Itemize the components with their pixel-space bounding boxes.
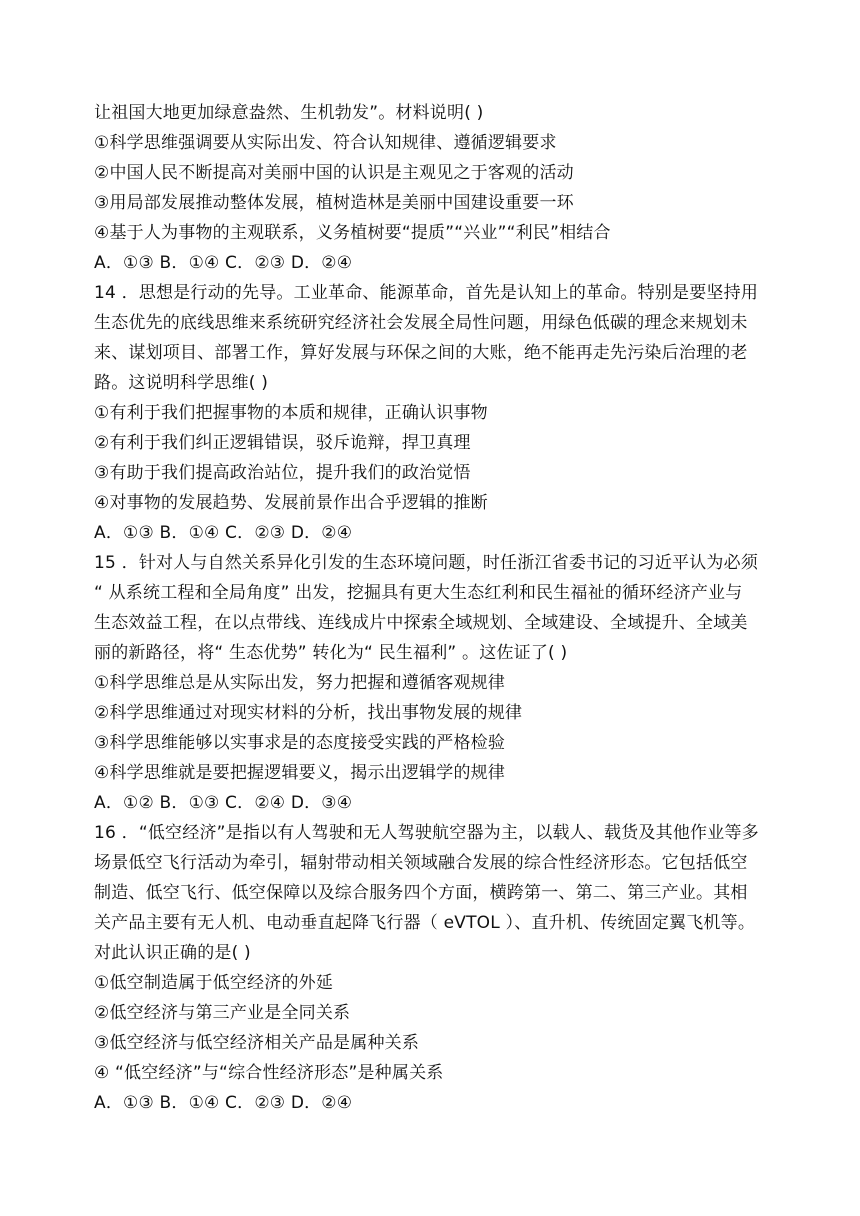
question-stem-line: 关产品主要有无人机、电动垂直起降飞行器（ eVTOL ）、直升机、传统固定翼飞机等。 — [94, 913, 756, 933]
option-4: ④对事物的发展趋势、发展前景作出合乎逻辑的推断 — [94, 493, 488, 513]
question-stem-line: 场景低空飞行活动为牵引，辐射带动相关领域融合发展的综合性经济形态。它包括低空 — [94, 853, 748, 873]
option-3: ③有助于我们提高政治站位，提升我们的政治觉悟 — [94, 463, 471, 483]
option-1: ①有利于我们把握事物的本质和规律，正确认识事物 — [94, 403, 488, 423]
question-stem-line: 对此认识正确的是( ) — [94, 943, 251, 963]
question-stem-line: 14 ．思想是行动的先导。工业革命、能源革命，首先是认知上的革命。特别是要坚持用 — [94, 283, 759, 303]
answer-choices: A．①③ B．①④ C．②③ D．②④ — [94, 523, 353, 543]
option-2: ②中国人民不断提高对美丽中国的认识是主观见之于客观的活动 — [94, 163, 574, 183]
question-14 — [94, 278, 770, 548]
question-stem-line: 让祖国大地更加绿意盎然、生机勃发”。材料说明( ) — [94, 103, 484, 123]
question-stem-line: 制造、低空飞行、低空保障以及综合服务四个方面，横跨第一、第二、第三产业。其相 — [94, 883, 748, 903]
option-1: ①科学思维总是从实际出发，努力把握和遵循客观规律 — [94, 673, 506, 693]
question-stem-line: 生态效益工程，在以点带线、连线成片中探索全域规划、全域建设、全域提升、全域美 — [94, 613, 748, 633]
option-4: ④基于人为事物的主观联系，义务植树要“提质”“兴业”“利民”相结合 — [94, 223, 611, 243]
option-4: ④科学思维就是要把握逻辑要义，揭示出逻辑学的规律 — [94, 763, 506, 783]
question-15 — [94, 548, 770, 818]
answer-choices: A．①③ B．①④ C．②③ D．②④ — [94, 1093, 353, 1113]
option-2: ②低空经济与第三产业是全同关系 — [94, 1003, 351, 1023]
option-2: ②科学思维通过对现实材料的分析，找出事物发展的规律 — [94, 703, 523, 723]
option-2: ②有利于我们纠正逻辑错误，驳斥诡辩，捍卫真理 — [94, 433, 471, 453]
question-13-continuation — [94, 98, 770, 278]
question-16 — [94, 818, 770, 1118]
option-3: ③低空经济与低空经济相关产品是属种关系 — [94, 1033, 420, 1053]
answer-choices: A．①② B．①③ C．②④ D．③④ — [94, 793, 353, 813]
option-1: ①低空制造属于低空经济的外延 — [94, 973, 334, 993]
question-stem-line: 来、谋划项目、部署工作，算好发展与环保之间的大账，绝不能再走先污染后治理的老 — [94, 343, 748, 363]
option-1: ①科学思维强调要从实际出发、符合认知规律、遵循逻辑要求 — [94, 133, 557, 153]
question-stem-line: “ 从系统工程和全局角度” 出发，挖掘具有更大生态红利和民生福祉的循环经济产业与 — [94, 583, 743, 603]
option-3: ③用局部发展推动整体发展，植树造林是美丽中国建设重要一环 — [94, 193, 574, 213]
answer-choices: A．①③ B．①④ C．②③ D．②④ — [94, 253, 353, 273]
question-stem-line: 路。这说明科学思维( ) — [94, 373, 269, 393]
question-stem-line: 15 ．针对人与自然关系异化引发的生态环境问题，时任浙江省委书记的习近平认为必须 — [94, 553, 759, 573]
document-page — [94, 98, 770, 1118]
question-stem-line: 16 ．“低空经济”是指以有人驾驶和无人驾驶航空器为主，以载人、载货及其他作业等多 — [94, 823, 759, 843]
option-3: ③科学思维能够以实事求是的态度接受实践的严格检验 — [94, 733, 506, 753]
question-stem-line: 生态优先的底线思维来系统研究经济社会发展全局性问题，用绿色低碳的理念来规划未 — [94, 313, 748, 333]
option-4: ④ “低空经济”与“综合性经济形态”是种属关系 — [94, 1063, 444, 1083]
question-stem-line: 丽的新路径，将“ 生态优势” 转化为“ 民生福利” 。这佐证了( ) — [94, 643, 568, 663]
